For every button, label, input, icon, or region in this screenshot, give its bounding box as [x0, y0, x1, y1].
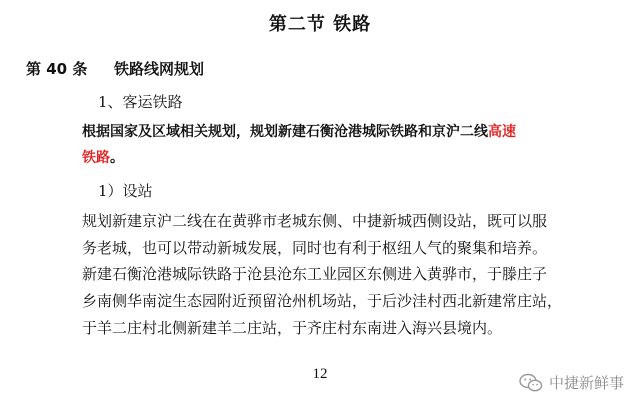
subsection-heading-stations: 1）设站	[98, 182, 153, 200]
body-line: 新建石衡沧港城际铁路于沧县沧东工业园区东侧进入黄骅市，于滕庄子	[82, 265, 548, 283]
body-line: 乡南侧华南淀生态园附近预留沧州机场站，于后沙洼村西北新建常庄站，	[82, 292, 563, 310]
body-line: 于羊二庄村北侧新建羊二庄站，于齐庄村东南进入海兴县境内。	[82, 319, 503, 337]
page-number: 12	[312, 366, 328, 382]
subsection-heading-passenger-rail: 1、客运铁路	[98, 93, 183, 111]
body-line: 规划新建京沪二线在在黄骅市老城东侧、中捷新城西侧设站，既可以服	[82, 212, 548, 230]
section-title: 第二节 铁路	[268, 14, 372, 35]
wechat-icon	[519, 373, 543, 393]
highlight-text: 高速	[488, 124, 516, 140]
bold-paragraph-text: 。	[110, 150, 124, 166]
body-line: 务老城，也可以带动新城发展，同时也有利于枢纽人气的聚集和培养。	[82, 239, 548, 257]
bold-paragraph-line-1	[82, 121, 516, 141]
article-number: 第 40 条	[26, 60, 88, 78]
highlight-text: 铁路	[82, 150, 110, 166]
bold-paragraph-text: 根据国家及区域相关规划，规划新建石衡沧港城际铁路和京沪二线	[82, 124, 488, 140]
bold-paragraph-line-2	[82, 147, 124, 167]
watermark	[519, 372, 624, 393]
article-heading	[26, 58, 204, 79]
watermark-text: 中捷新鲜事	[548, 374, 624, 392]
article-title: 铁路线网规划	[114, 60, 205, 78]
